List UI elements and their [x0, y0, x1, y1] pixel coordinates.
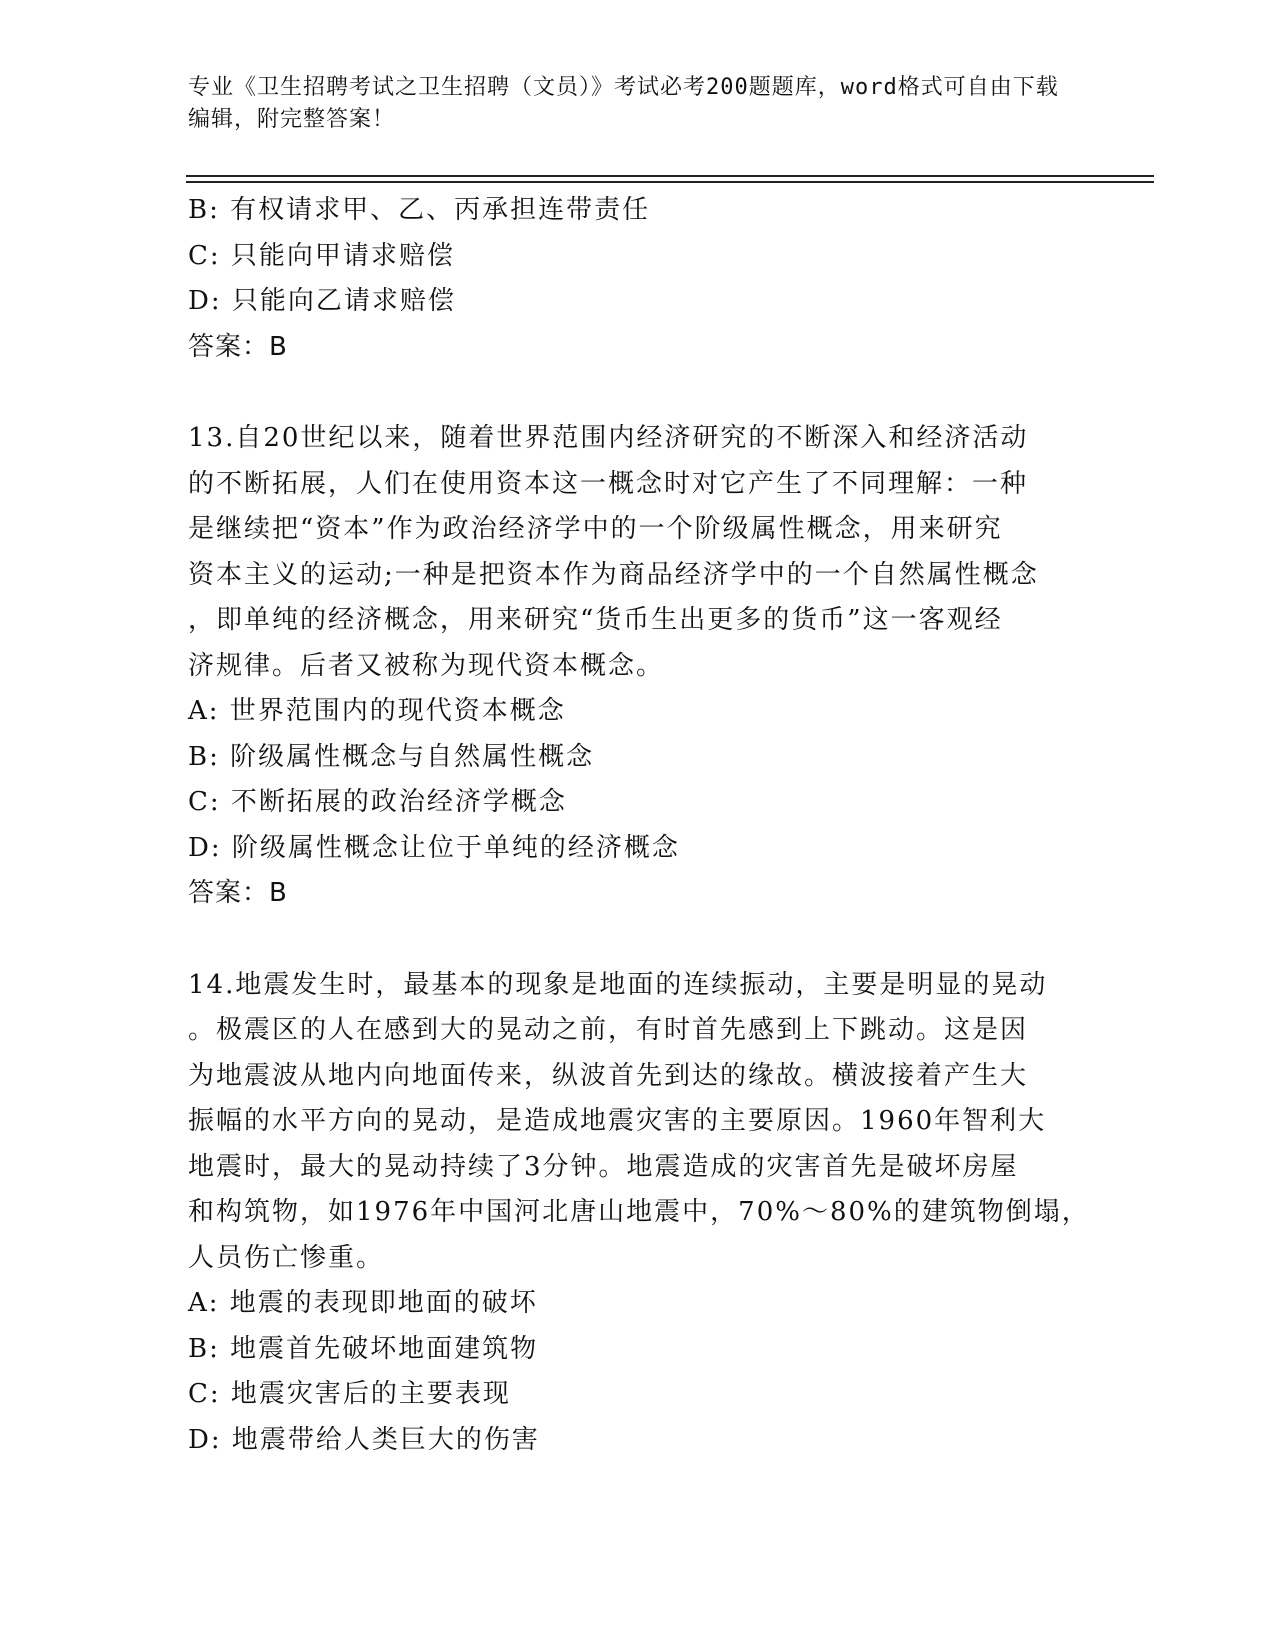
document-body	[188, 188, 1090, 1463]
option-b: B: 地震首先破坏地面建筑物	[188, 1333, 539, 1364]
header-divider-bottom	[186, 181, 1154, 183]
option-b: B: 有权请求甲、乙、丙承担连带责任	[188, 195, 651, 225]
document-header	[188, 72, 1068, 136]
option-d: D: 只能向乙请求赔偿	[188, 286, 456, 316]
option-b: B: 阶级属性概念与自然属性概念	[188, 741, 595, 772]
question-12-continued	[188, 188, 1078, 370]
header-divider-top	[186, 175, 1154, 177]
question-stem-line: 资本主义的运动;一种是把资本作为商品经济学中的一个自然属性概念	[188, 559, 1039, 590]
header-title: 专业《卫生招聘考试之卫生招聘（文员）》考试必考200题题库，word格式可自由下载编辑，附完整答案！	[188, 75, 1059, 132]
answer-line: 答案：B	[188, 878, 288, 908]
question-stem-line: 14.地震发生时，最基本的现象是地面的连续振动，主要是明显的晃动	[188, 969, 1048, 1000]
question-stem-line: ，即单纯的经济概念，用来研究“货币生出更多的货币”这一客观经	[188, 605, 1003, 635]
option-c: C: 不断拓展的政治经济学概念	[188, 787, 567, 817]
question-stem-line: 是继续把“资本”作为政治经济学中的一个阶级属性概念，用来研究	[188, 514, 1003, 544]
option-a: A: 世界范围内的现代资本概念	[188, 696, 566, 726]
spacer	[188, 917, 1078, 963]
question-stem-line: 和构筑物，如1976年中国河北唐山地震中，70%～80%的建筑物倒塌，	[188, 1197, 1090, 1227]
question-stem-line: 人员伤亡惨重。	[188, 1242, 385, 1273]
question-stem-line: 地震时，最大的晃动持续了3分钟。地震造成的灾害首先是破坏房屋	[188, 1151, 1019, 1182]
question-stem-line: 13.自20世纪以来，随着世界范围内经济研究的不断深入和经济活动	[188, 423, 1029, 453]
option-a: A: 地震的表现即地面的破坏	[188, 1288, 538, 1318]
answer-line: 答案：B	[188, 331, 288, 362]
question-14	[188, 963, 1090, 1464]
question-13	[188, 416, 1078, 917]
question-stem-line: 的不断拓展，人们在使用资本这一概念时对它产生了不同理解：一种	[188, 468, 1029, 499]
question-stem-line: 为地震波从地内向地面传来，纵波首先到达的缘故。横波接着产生大	[188, 1060, 1029, 1091]
option-d: D: 地震带给人类巨大的伤害	[188, 1424, 540, 1455]
question-stem-line: 。极震区的人在感到大的晃动之前，有时首先感到上下跳动。这是因	[188, 1015, 1029, 1045]
option-d: D: 阶级属性概念让位于单纯的经济概念	[188, 832, 680, 863]
question-stem-line: 济规律。后者又被称为现代资本概念。	[188, 650, 665, 681]
spacer	[188, 370, 1078, 416]
option-c: C: 地震灾害后的主要表现	[188, 1379, 511, 1409]
option-c: C: 只能向甲请求赔偿	[188, 240, 455, 271]
question-stem-line: 振幅的水平方向的晃动，是造成地震灾害的主要原因。1960年智利大	[188, 1106, 1047, 1136]
